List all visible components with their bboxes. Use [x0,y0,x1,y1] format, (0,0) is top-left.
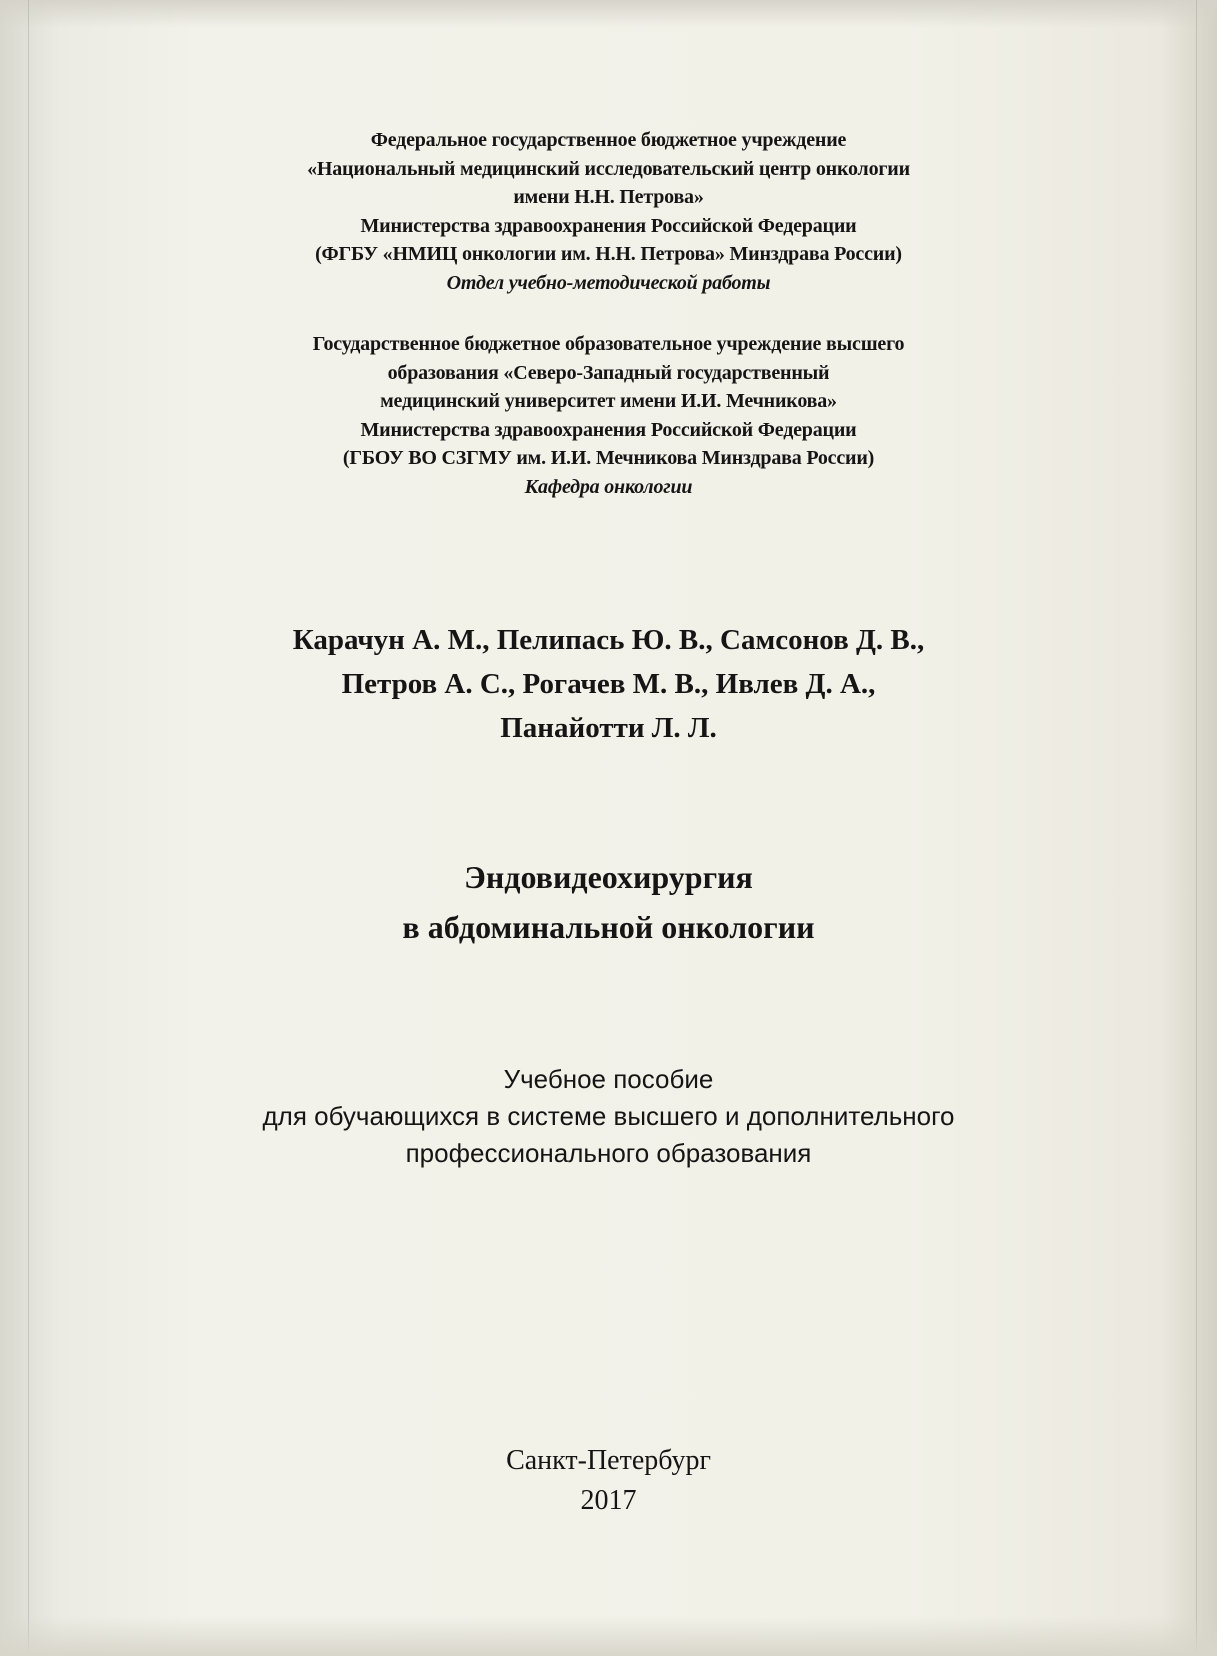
institution-block-1 [0,126,1217,297]
institution-2-line: Министерства здравоохранения Российской Федерации [360,418,857,441]
institution-2-line: медицинский университет имени И.И. Мечникова» [380,390,837,412]
subtitle-line: профессионального образования [405,1138,812,1168]
book-title-line: в абдоминальной онкологии [402,909,815,945]
book-title-line: Эндовидеохирургия [464,859,753,895]
authors-line: Петров А. С., Рогачев М. В., Ивлев Д. А., [341,668,876,700]
institution-2-department: Кафедра онкологии [524,475,693,498]
institution-1-line: (ФГБУ «НМИЦ онкологии им. Н.Н. Петрова» Минздрава России) [315,243,902,265]
authors-line: Карачун А. М., Пелипась Ю. В., Самсонов Д. В., [292,624,925,656]
institution-1-department: Отдел учебно-методической работы [446,271,771,294]
authors-line: Панайотти Л. Л. [500,712,717,744]
institution-2-line: (ГБОУ ВО СЗГМУ им. И.И. Мечникова Минздрава России) [342,447,875,469]
institution-1-line: Министерства здравоохранения Российской Федерации [360,214,857,237]
subtitle-line: Учебное пособие [503,1064,714,1094]
imprint-year: 2017 [580,1485,637,1516]
book-title [0,852,1217,952]
imprint-city: Санкт-Петербург [506,1445,711,1476]
institution-2-line: образования «Северо-Западный государственный [387,361,830,384]
book-subtitle [0,1061,1217,1172]
institution-1-line: имени Н.Н. Петрова» [513,186,704,208]
institution-block-2 [0,330,1217,501]
authors-block [0,618,1217,750]
subtitle-line: для обучающихся в системе высшего и дополнительного [262,1101,955,1131]
institution-2-line: Государственное бюджетное образовательное учреждение высшего [312,333,905,355]
institution-1-line: «Национальный медицинский исследовательский центр онкологии [307,157,910,180]
institution-1-line: Федеральное государственное бюджетное учреждение [370,129,847,151]
imprint [0,1441,1217,1521]
